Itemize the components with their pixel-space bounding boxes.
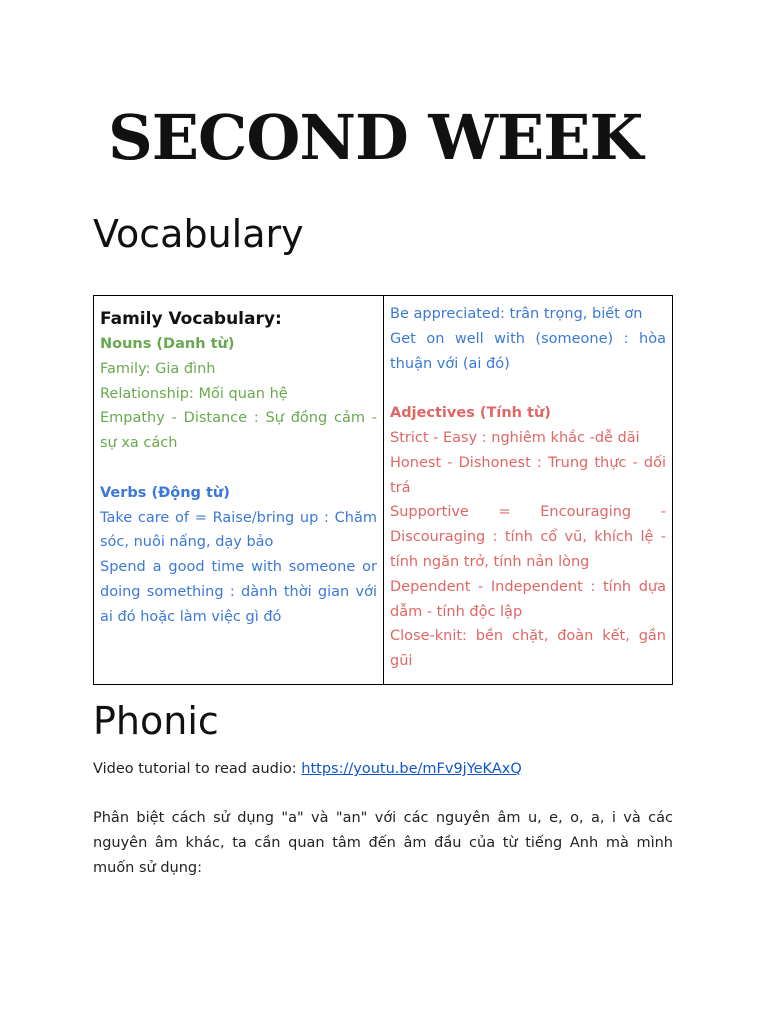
spacer (390, 376, 666, 401)
list-item: Strict - Easy : nghiêm khắc -dễ dãi (390, 429, 640, 446)
family-vocabulary-heading: Family Vocabulary: (100, 309, 282, 329)
video-tutorial-link[interactable]: https://youtu.be/mFv9jYeKAxQ (301, 761, 522, 777)
list-item: Relationship: Mối quan hệ (100, 385, 288, 402)
list-item: Dependent - Independent : tính dựa dẫm - tính độc lập (390, 578, 666, 620)
nouns-heading: Nouns (Danh từ) (100, 336, 235, 352)
phonic-paragraph: Phân biệt cách sử dụng "a" và "an" với các nguyên âm u, e, o, a, i và các nguyên âm khác, ta cần quan tâm đến âm đầu của từ tiếng Anh mà mình muốn sử dụng: (93, 810, 673, 876)
vocabulary-heading: Vocabulary (93, 212, 304, 256)
list-item: Honest - Dishonest : Trung thực - dối trá (390, 454, 666, 496)
spacer (100, 456, 377, 481)
vocabulary-left-cell (94, 296, 384, 685)
list-item: Get on well with (someone) : hòa thuận với (ai đó) (390, 330, 666, 372)
vocabulary-right-cell (384, 296, 673, 685)
list-item: Take care of = Raise/bring up : Chăm sóc, nuôi nấng, dạy bảo (100, 509, 377, 551)
video-tutorial-label: Video tutorial to read audio: (93, 761, 302, 777)
list-item: Supportive = Encouraging - Discouraging : tính cổ vũ, khích lệ - tính ngăn trở, tính nản lòng (390, 504, 666, 570)
list-item: Family: Gia đình (100, 360, 216, 377)
phonic-heading: Phonic (93, 699, 219, 743)
adjectives-heading: Adjectives (Tính từ) (390, 405, 551, 422)
verbs-heading: Verbs (Động từ) (100, 484, 230, 501)
list-item: Close-knit: bền chặt, đoàn kết, gần gũi (390, 628, 666, 670)
page-title: SECOND WEEK (108, 101, 643, 174)
list-item: Spend a good time with someone or doing something : dành thời gian với ai đó hoặc làm việc gì đó (100, 559, 377, 625)
list-item: Empathy - Distance : Sự đồng cảm - sự xa cách (100, 410, 377, 452)
list-item: Be appreciated: trân trọng, biết ơn (390, 306, 643, 322)
vocabulary-table (93, 295, 673, 685)
table-row (94, 296, 673, 685)
video-tutorial-line (93, 757, 673, 782)
